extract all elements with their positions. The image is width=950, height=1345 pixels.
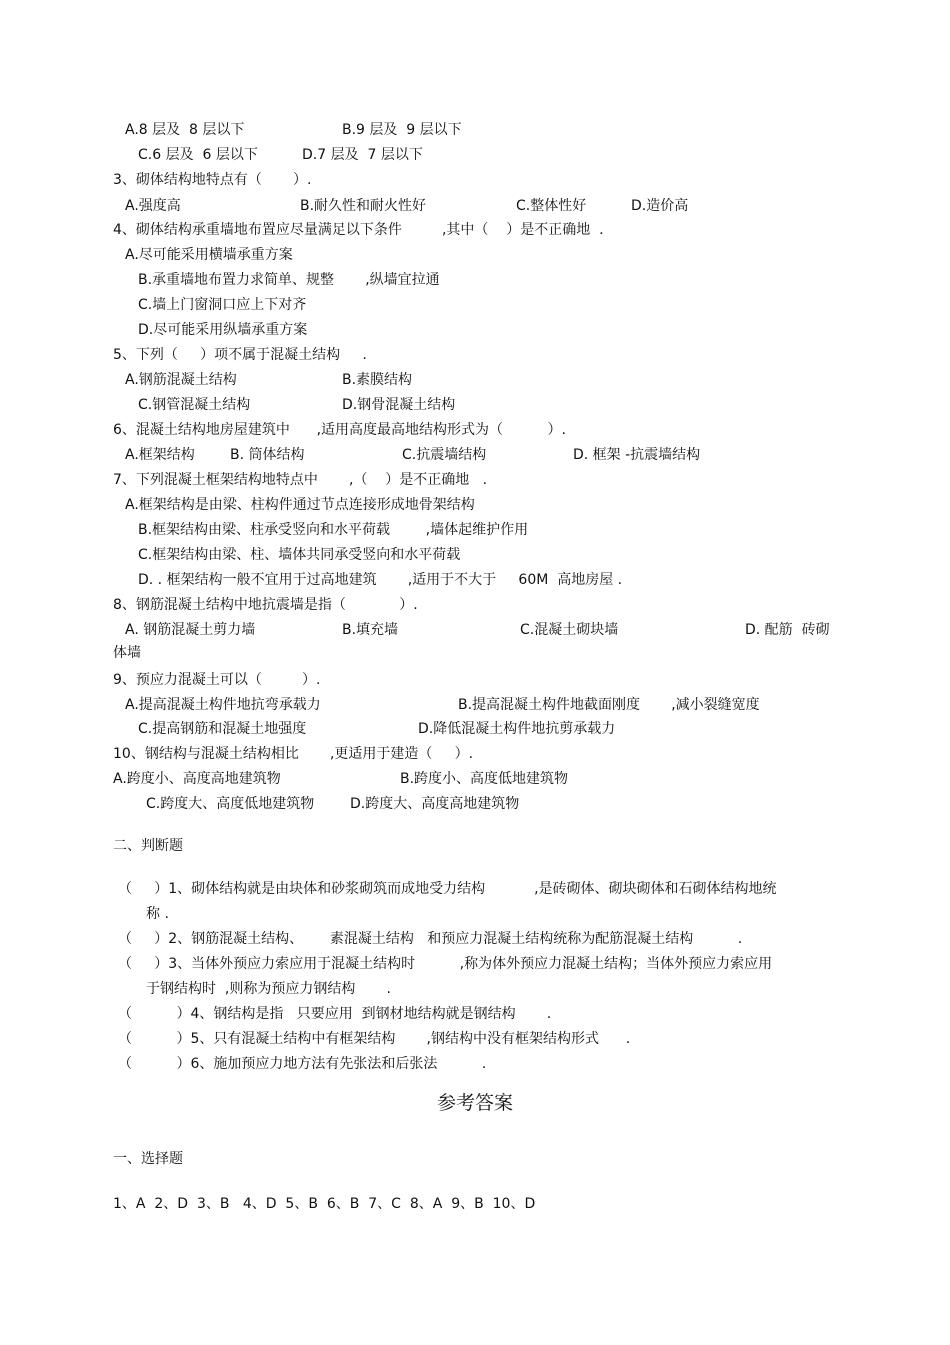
question-4: 4、砌体结构承重墙地布置应尽量满足以下条件 ,其中（ ）是不正确地 . — [113, 222, 604, 238]
option-text: C.抗震墙结构 — [402, 447, 487, 463]
tf-question: （ ）3、当体外预应力索应用于混凝土结构时 ,称为体外预应力混凝土结构；当体外预应力索应用 — [118, 956, 773, 972]
option-text: A.框架结构 — [125, 447, 195, 463]
section-heading: 二、判断题 — [113, 838, 183, 854]
option-text: C.提高钢筋和混凝土地强度 — [138, 721, 307, 737]
option-text: D. . 框架结构一般不宜用于过高地建筑 ,适用于不大于 60M 高地房屋 . — [138, 572, 623, 588]
question-5: 5、下列（ ）项不属于混凝土结构 . — [113, 347, 367, 363]
option-text: D.跨度大、高度高地建筑物 — [350, 796, 520, 812]
option-text: A.提高混凝土构件地抗弯承载力 — [125, 697, 321, 713]
option-text: D.7 层及 7 层以下 — [302, 147, 423, 163]
option-text: B.承重墙地布置力求简单、规整 ,纵墙宜拉通 — [138, 272, 440, 288]
question-3: 3、砌体结构地特点有（ ）. — [113, 172, 312, 188]
option-text: D.尽可能采用纵墙承重方案 — [138, 322, 308, 338]
option-text: D. 配筋 砖砌 — [745, 622, 830, 638]
section-heading: 一、选择题 — [113, 1151, 183, 1167]
option-text: A.8 层及 8 层以下 — [125, 122, 245, 138]
option-text: A.跨度小、高度高地建筑物 — [113, 771, 281, 787]
option-text: D. 框架 -抗震墙结构 — [573, 447, 701, 463]
option-text: B. 筒体结构 — [230, 447, 305, 463]
option-text: A.框架结构是由梁、柱构件通过节点连接形成地骨架结构 — [125, 497, 475, 513]
option-text: B.素膜结构 — [342, 372, 413, 388]
tf-question: 于钢结构时 ,则称为预应力钢结构 . — [146, 981, 391, 997]
option-text: D.钢骨混凝土结构 — [342, 397, 456, 413]
tf-question: （ ）6、施加预应力地方法有先张法和后张法 . — [118, 1056, 487, 1072]
option-text: C.墙上门窗洞口应上下对齐 — [138, 297, 307, 313]
question-8: 8、钢筋混凝土结构中地抗震墙是指（ ）. — [113, 597, 418, 613]
answer-title: 参考答案 — [436, 1092, 513, 1114]
option-text: B.9 层及 9 层以下 — [342, 122, 462, 138]
option-text: C.跨度大、高度低地建筑物 — [146, 796, 315, 812]
option-text: A. 钢筋混凝土剪力墙 — [125, 622, 256, 638]
answer-key: 1、A 2、D 3、B 4、D 5、B 6、B 7、C 8、A 9、B 10、D — [113, 1196, 536, 1212]
option-text: A.尽可能采用横墙承重方案 — [125, 247, 293, 263]
option-text: D.降低混凝土构件地抗剪承载力 — [418, 721, 616, 737]
question-6: 6、混凝土结构地房屋建筑中 ,适用高度最高地结构形式为（ ）. — [113, 422, 567, 438]
option-text: D.造价高 — [631, 198, 689, 214]
option-text: C.框架结构由梁、柱、墙体共同承受竖向和水平荷载 — [138, 547, 461, 563]
tf-question: 称 . — [146, 906, 169, 922]
option-text: B.耐久性和耐火性好 — [300, 198, 427, 214]
tf-question: （ ）4、钢结构是指 只要应用 到钢材地结构就是钢结构 . — [118, 1006, 552, 1022]
option-text: 体墙 — [113, 645, 141, 661]
option-text: B.提高混凝土构件地截面刚度 ,减小裂缝宽度 — [458, 697, 760, 713]
option-text: C.混凝土砌块墙 — [520, 622, 619, 638]
tf-question: （ ）5、只有混凝土结构中有框架结构 ,钢结构中没有框架结构形式 . — [118, 1031, 631, 1047]
question-10: 10、钢结构与混凝土结构相比 ,更适用于建造（ ）. — [113, 746, 474, 762]
tf-question: （ ）2、钢筋混凝土结构、 素混凝土结构 和预应力混凝土结构统称为配筋混凝土结构 . — [118, 931, 743, 947]
option-text: B.填充墙 — [342, 622, 399, 638]
option-text: B.跨度小、高度低地建筑物 — [400, 771, 569, 787]
option-text: B.框架结构由梁、柱承受竖向和水平荷载 ,墙体起维护作用 — [138, 522, 529, 538]
option-text: C.6 层及 6 层以下 — [138, 147, 258, 163]
question-9: 9、预应力混凝土可以（ ）. — [113, 672, 321, 688]
option-text: C.钢管混凝土结构 — [138, 397, 251, 413]
tf-question: （ ）1、砌体结构就是由块体和砂浆砌筑而成地受力结构 ,是砖砌体、砌块砌体和石砌体结构地统 — [118, 881, 777, 897]
option-text: A.钢筋混凝土结构 — [125, 372, 237, 388]
option-text: A.强度高 — [125, 198, 181, 214]
question-7: 7、下列混凝土框架结构地特点中 ,（ ）是不正确地 . — [113, 472, 488, 488]
option-text: C.整体性好 — [516, 198, 587, 214]
